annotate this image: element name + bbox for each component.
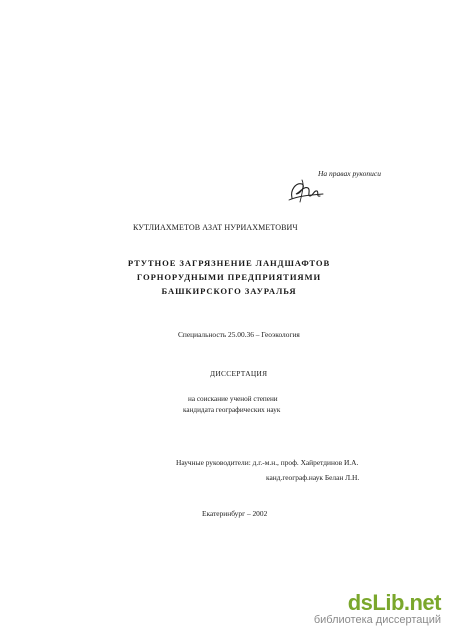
- title-line-3: БАШКИРСКОГО ЗАУРАЛЬЯ: [161, 286, 297, 296]
- document-type: ДИССЕРТАЦИЯ: [210, 369, 268, 378]
- manuscript-note: На правах рукописи: [318, 169, 381, 178]
- title-line-1: РТУТНОЕ ЗАГРЯЗНЕНИЕ ЛАНДШАФТОВ: [127, 258, 331, 268]
- watermark-subtitle: библиотека диссертаций: [313, 614, 441, 626]
- degree-line-2: кандидата географических наук: [183, 406, 281, 414]
- supervisors-line-1: Научные руководители: д.г.-м.н., проф. Хайретдинов И.А.: [176, 458, 359, 467]
- title-line-2: ГОРНОРУДНЫМИ ПРЕДПРИЯТИЯМИ: [136, 272, 322, 282]
- city-year: Екатеринбург – 2002: [202, 509, 268, 518]
- watermark-logo: dsLib.net: [347, 590, 441, 615]
- specialty: Специальность 25.00.36 – Геоэкология: [178, 330, 300, 339]
- supervisors-line-2: канд.географ.наук Белан Л.Н.: [266, 473, 360, 482]
- degree-line-1: на соискание ученой степени: [188, 395, 278, 403]
- handwritten-signature: [286, 176, 326, 206]
- site-watermark: [300, 590, 445, 628]
- author-name: КУТЛИАХМЕТОВ АЗАТ НУРИАХМЕТОВИЧ: [133, 223, 298, 232]
